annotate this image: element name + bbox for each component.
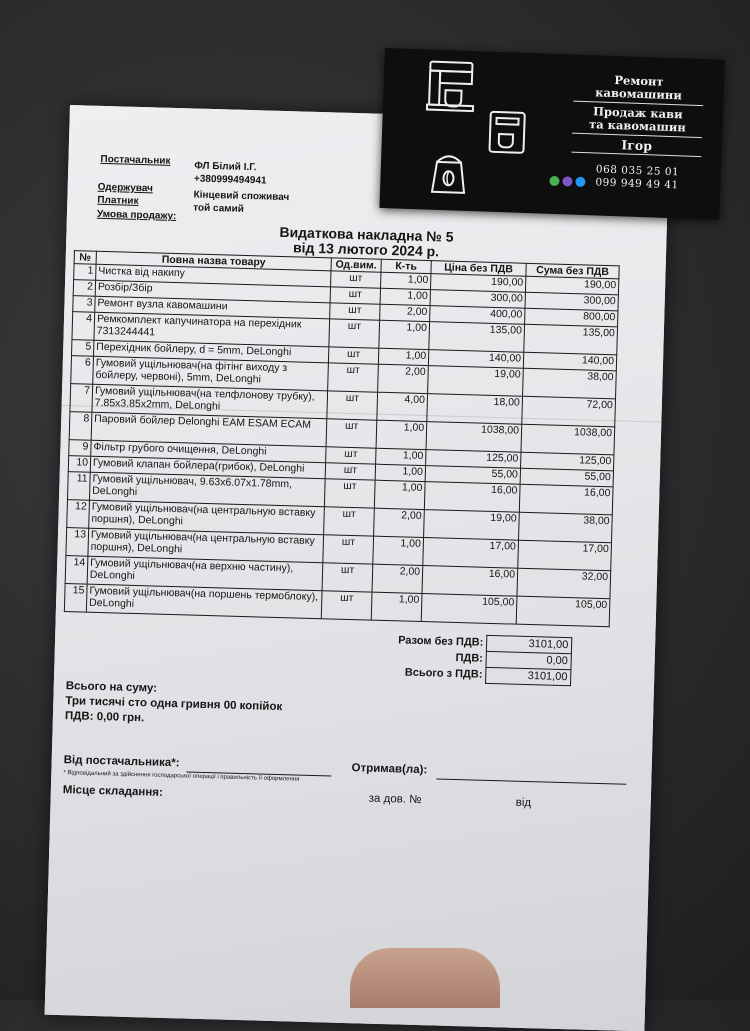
row-name: Паровий бойлер Delonghi EAM ESAM ECAM [91, 412, 327, 447]
row-number: 5 [72, 340, 94, 357]
row-price: 140,00 [428, 350, 523, 369]
row-qty: 1,00 [371, 592, 422, 621]
row-name: Гумовий ущільнювач(на центральную вставку поршня), DeLonghi [89, 500, 325, 535]
row-qty: 2,00 [374, 508, 425, 537]
row-unit: шт [326, 419, 377, 448]
fingertip [350, 948, 500, 1008]
row-price: 16,00 [422, 566, 518, 597]
row-price: 1038,00 [426, 422, 522, 453]
sum-words-text: Три тисячі сто одна гривня 00 копійок [65, 695, 283, 714]
card-line-2: кавомашини [594, 85, 683, 103]
row-qty: 1,00 [376, 448, 426, 465]
row-price: 105,00 [421, 594, 517, 625]
header-name: Повна назва товару [96, 251, 331, 271]
from-supplier-label: Від постачальника*: [63, 754, 180, 770]
row-number: 4 [72, 312, 95, 341]
supplier-phone: +380999494941 [193, 173, 267, 187]
payer-label: Платник [97, 194, 139, 207]
business-card [379, 48, 724, 220]
row-number: 7 [70, 384, 93, 413]
row-price: 17,00 [423, 538, 519, 569]
power-of-attorney-label: за дов. № [368, 792, 422, 807]
row-name: Гумовий ущільнювач, 9.63x6.07x1.78mm, DeLonghi [89, 472, 325, 507]
row-price: 19,00 [424, 510, 520, 541]
total-without-vat-value: 3101,00 [487, 635, 572, 653]
row-qty: 2,00 [378, 364, 429, 393]
total-with-vat-value: 3101,00 [486, 667, 571, 685]
row-number: 2 [73, 280, 95, 297]
from-date-label: від [515, 796, 532, 810]
row-sum: 1038,00 [521, 424, 615, 455]
row-name: Ремонт вузла кавомашини [95, 296, 330, 319]
header-unit: Од.вим. [331, 258, 381, 272]
row-name: Фільтр грубого очищення, DeLonghi [91, 440, 326, 463]
row-sum: 105,00 [516, 596, 610, 627]
row-unit: шт [321, 591, 372, 620]
document-title: Видаткова накладна № 5 [279, 223, 454, 245]
row-number: 13 [66, 528, 89, 557]
row-sum: 32,00 [517, 568, 611, 599]
row-number: 14 [65, 556, 88, 585]
row-sum: 38,00 [519, 512, 613, 543]
row-sum: 125,00 [521, 452, 614, 471]
totals-table [394, 632, 573, 686]
header-sum: Сума без ПДВ [526, 263, 619, 279]
header-number: № [74, 251, 96, 265]
row-price: 300,00 [430, 290, 525, 309]
row-name: Розбір/Збір [95, 280, 330, 303]
sum-words-label: Всього на суму: [65, 680, 158, 695]
card-phone-1: 068 035 25 01 [595, 163, 680, 179]
recipient-label: Одержувач [97, 181, 154, 195]
row-price: 55,00 [425, 466, 520, 485]
row-price: 19,00 [428, 366, 524, 397]
row-qty: 1,00 [375, 464, 425, 481]
row-name: Ремкомплект капучинатора на перехідник 7313244441 [94, 312, 330, 347]
row-qty: 2,00 [380, 304, 430, 321]
row-sum: 38,00 [523, 368, 617, 399]
row-sum: 72,00 [522, 396, 616, 427]
row-unit: шт [330, 303, 380, 320]
row-unit: шт [323, 535, 374, 564]
items-table [64, 250, 620, 627]
row-qty: 4,00 [377, 392, 428, 421]
row-unit: шт [325, 463, 375, 480]
row-unit: шт [326, 447, 376, 464]
supplier-label: Постачальник [100, 153, 171, 167]
row-name: Гумовий ущільнювач(на центральную вставку поршня), DeLonghi [88, 528, 324, 563]
row-number: 8 [69, 412, 92, 441]
total-without-vat-label: Разом без ПДВ: [398, 634, 484, 649]
card-line-3: Продаж кави [592, 104, 683, 122]
row-sum: 140,00 [523, 352, 616, 371]
row-unit: шт [327, 391, 378, 420]
row-sum: 16,00 [519, 484, 613, 515]
row-number: 6 [71, 356, 94, 385]
footnote: * Відповідальний за здійснення господарської операції і правильність її оформлення [63, 770, 300, 783]
total-with-vat-label: Всього з ПДВ: [404, 666, 483, 681]
row-number: 9 [69, 440, 91, 457]
vat-label: ПДВ: [455, 651, 484, 665]
row-qty: 1,00 [373, 536, 424, 565]
supplier-name: ФЛ Білий І.Г. [194, 160, 257, 174]
row-unit: шт [331, 271, 381, 288]
received-signature-line [436, 778, 626, 784]
row-qty: 1,00 [378, 348, 428, 365]
row-number: 1 [74, 264, 96, 281]
row-name: Гумовий ущільнювач(на верхню частину), DeLonghi [87, 556, 323, 591]
sale-terms-label: Умова продажу: [96, 208, 177, 223]
card-phone-2: 099 949 49 41 [595, 176, 679, 192]
row-sum: 800,00 [525, 308, 618, 327]
row-unit: шт [324, 507, 375, 536]
card-line-4: та кавомашин [588, 117, 687, 135]
row-number: 3 [73, 296, 95, 313]
row-unit: шт [330, 287, 380, 304]
row-number: 12 [67, 500, 90, 529]
row-sum: 55,00 [520, 468, 613, 487]
row-price: 190,00 [430, 274, 525, 293]
row-qty: 1,00 [380, 288, 430, 305]
document-date: від 13 лютого 2024 р. [292, 239, 440, 260]
row-price: 18,00 [427, 394, 523, 425]
place-label: Місце складання: [62, 784, 163, 799]
row-qty: 1,00 [379, 320, 430, 349]
row-qty: 1,00 [374, 480, 425, 509]
sum-words-vat: ПДВ: 0,00 грн. [64, 710, 145, 725]
espresso-machine-icon [423, 59, 479, 113]
row-number: 15 [64, 584, 87, 613]
row-name: Гумовий ущільнювач(на поршень термоблоку), DeLonghi [86, 584, 322, 619]
row-name: Гумовий ущільнювач(на телфлонову трубку), 7.85x3.85x2mm, DeLonghi [92, 384, 328, 419]
row-qty: 2,00 [372, 564, 423, 593]
header-price: Ціна без ПДВ [431, 261, 526, 277]
row-number: 11 [67, 472, 90, 501]
received-label: Отримав(ла): [351, 762, 428, 777]
row-name: Гумовий клапан бойлера(грибок), DeLonghi [90, 456, 325, 479]
row-unit: шт [324, 479, 375, 508]
messenger-icons [548, 175, 590, 188]
row-unit: шт [328, 363, 379, 392]
row-name: Гумовий ущільнювач(на фітінг виходу з бойлеру, червоні), 5mm, DeLonghi [93, 356, 329, 391]
row-price: 135,00 [429, 322, 525, 353]
row-price: 16,00 [424, 482, 520, 513]
row-sum: 135,00 [524, 324, 618, 355]
invoice-paper [45, 105, 670, 1031]
payer-value: той самий [193, 202, 245, 215]
card-line-1: Ремонт [614, 73, 664, 89]
coffee-maker-icon [486, 110, 528, 155]
row-price: 125,00 [426, 450, 521, 469]
header-qty: К-ть [381, 259, 431, 273]
row-sum: 300,00 [525, 292, 618, 311]
row-name: Чистка від накипу [96, 264, 331, 287]
row-number: 10 [68, 456, 90, 473]
row-qty: 1,00 [381, 272, 431, 289]
vat-value: 0,00 [486, 651, 571, 669]
row-sum: 17,00 [518, 540, 612, 571]
card-name: Ігор [621, 137, 653, 154]
coffee-bag-icon [428, 152, 470, 197]
row-name: Перехідник бойлеру, d = 5mm, DeLonghi [93, 340, 328, 363]
row-qty: 1,00 [376, 420, 427, 449]
row-unit: шт [328, 347, 378, 364]
row-unit: шт [329, 319, 380, 348]
row-unit: шт [322, 563, 373, 592]
recipient-value: Кінцевий споживач [193, 189, 290, 204]
row-sum: 190,00 [525, 276, 618, 295]
row-price: 400,00 [430, 306, 525, 325]
